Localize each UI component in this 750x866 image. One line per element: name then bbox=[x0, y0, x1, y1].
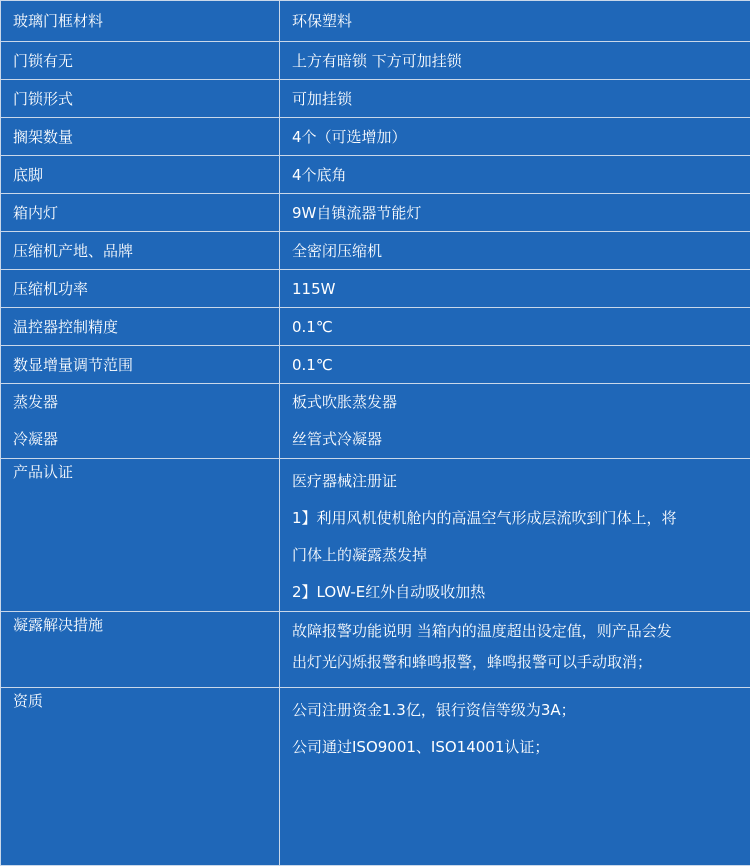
table-row bbox=[1, 688, 750, 866]
table-row bbox=[1, 232, 750, 270]
table-row bbox=[1, 42, 750, 80]
spec-key: 压缩机产地、品牌 bbox=[1, 232, 280, 270]
spec-value-line: 门体上的凝露蒸发掉 bbox=[292, 546, 428, 564]
table-row bbox=[1, 346, 750, 384]
table-row bbox=[1, 308, 750, 346]
spec-value: 4个底角 bbox=[280, 156, 750, 194]
spec-value: 9W自镇流器节能灯 bbox=[280, 194, 750, 232]
spec-value-group bbox=[280, 688, 750, 866]
spec-key: 蒸发器 bbox=[13, 393, 59, 411]
table-row bbox=[1, 612, 750, 688]
spec-value: 丝管式冷凝器 bbox=[292, 430, 383, 448]
spec-value-line: 公司通过ISO9001、ISO14001认证； bbox=[292, 738, 550, 756]
spec-value-group bbox=[280, 384, 750, 459]
table-row bbox=[1, 194, 750, 232]
spec-key: 玻璃门框材料 bbox=[1, 1, 280, 42]
spec-value-line: 公司注册资金1.3亿，银行资信等级为3A； bbox=[292, 701, 576, 719]
spec-value-line: 2】LOW-E红外自动吸收加热 bbox=[292, 583, 486, 601]
spec-value: 115W bbox=[280, 270, 750, 308]
spec-value-group bbox=[280, 459, 750, 612]
spec-key: 门锁有无 bbox=[1, 42, 280, 80]
spec-value: 环保塑料 bbox=[280, 1, 750, 42]
spec-key: 压缩机功率 bbox=[1, 270, 280, 308]
spec-key: 底脚 bbox=[1, 156, 280, 194]
table-row bbox=[1, 384, 750, 459]
spec-key: 数显增量调节范围 bbox=[1, 346, 280, 384]
spec-value: 可加挂锁 bbox=[280, 80, 750, 118]
spec-key: 箱内灯 bbox=[1, 194, 280, 232]
spec-value-group bbox=[280, 612, 750, 688]
spec-value: 全密闭压缩机 bbox=[280, 232, 750, 270]
table-row bbox=[1, 1, 750, 42]
table-row bbox=[1, 118, 750, 156]
spec-value-line: 医疗器械注册证 bbox=[292, 472, 398, 490]
spec-key-group bbox=[1, 384, 280, 459]
spec-key: 资质 bbox=[1, 688, 280, 866]
spec-key: 温控器控制精度 bbox=[1, 308, 280, 346]
spec-value: 板式吹胀蒸发器 bbox=[292, 393, 398, 411]
spec-key: 产品认证 bbox=[1, 459, 280, 612]
table-row bbox=[1, 156, 750, 194]
spec-value: 0.1℃ bbox=[280, 346, 750, 384]
table-row bbox=[1, 270, 750, 308]
table-row bbox=[1, 80, 750, 118]
spec-value: 4个（可选增加） bbox=[280, 118, 750, 156]
spec-value: 0.1℃ bbox=[280, 308, 750, 346]
spec-key: 冷凝器 bbox=[13, 430, 59, 448]
table-row bbox=[1, 459, 750, 612]
spec-value-line: 出灯光闪烁报警和蜂鸣报警，蜂鸣报警可以手动取消； bbox=[292, 653, 653, 671]
spec-value: 上方有暗锁 下方可加挂锁 bbox=[280, 42, 750, 80]
spec-key: 搁架数量 bbox=[1, 118, 280, 156]
spec-key: 门锁形式 bbox=[1, 80, 280, 118]
spec-value-line: 故障报警功能说明 当箱内的温度超出设定值，则产品会发 bbox=[292, 622, 672, 640]
spec-key: 凝露解决措施 bbox=[1, 612, 280, 688]
spec-value-line: 1】利用风机使机舱内的高温空气形成层流吹到门体上，将 bbox=[292, 509, 677, 527]
